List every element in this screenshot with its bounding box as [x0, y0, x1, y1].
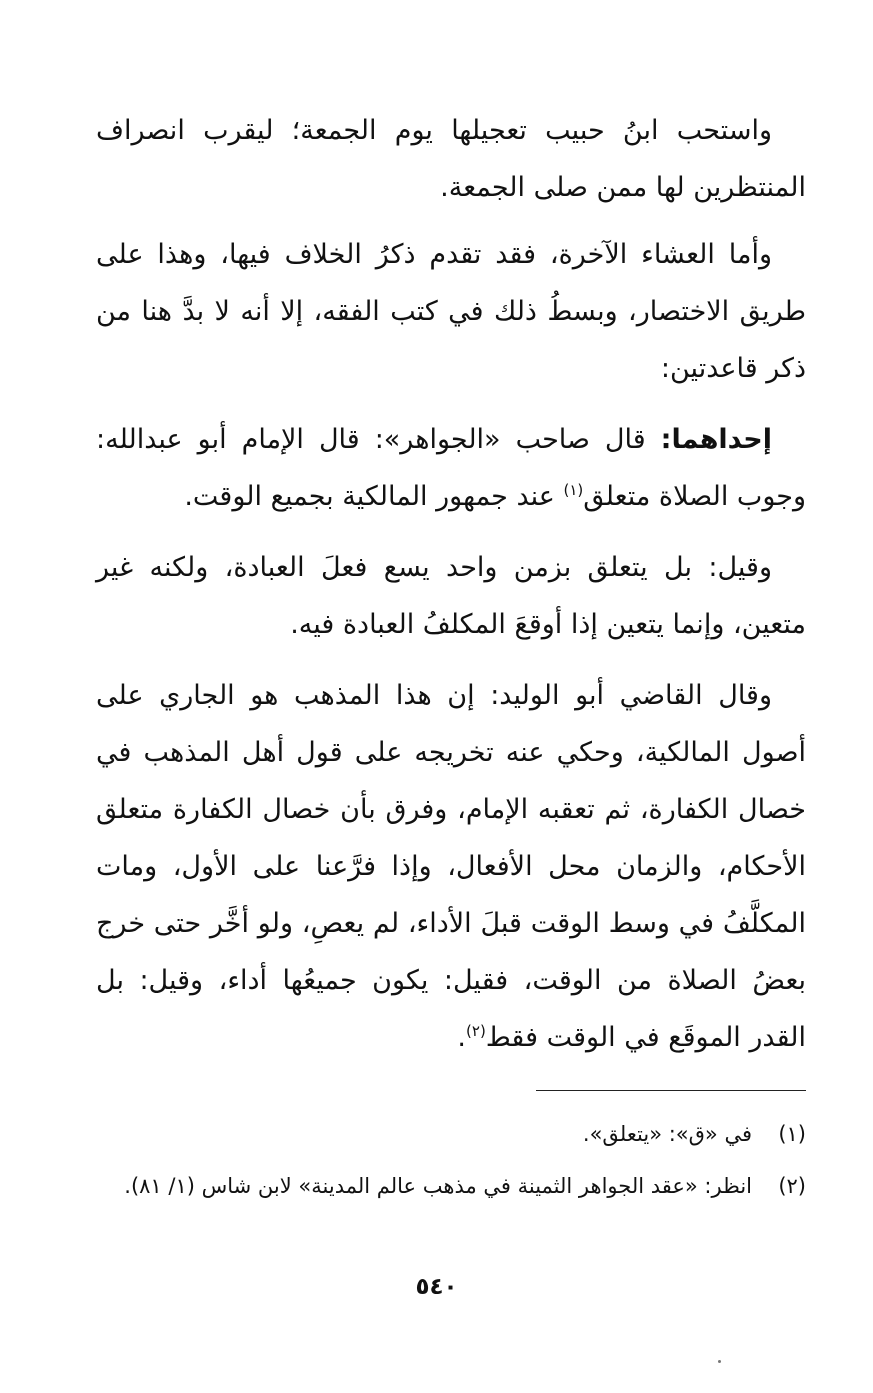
paragraph-3	[96, 411, 806, 525]
paragraph-text: وقيل: بل يتعلق بزمن واحد يسع فعلَ العبادة، ولكنه غير متعين، وإنما يتعين إذا أوقعَ المكلفُ العبادة فيه.	[96, 552, 806, 640]
footnote-number: (٢)	[778, 1174, 806, 1198]
paragraph-text: واستحب ابنُ حبيب تعجيلها يوم الجمعة؛ ليقرب انصراف المنتظرين لها ممن صلى الجمعة.	[96, 115, 806, 203]
footnote-text: انظر: «عقد الجواهر الثمينة في مذهب عالم المدينة» لابن شاس (١/ ٨١).	[124, 1174, 752, 1198]
paragraph-lead-word: إحداهما:	[660, 424, 772, 455]
paragraph-text: وقال القاضي أبو الوليد: إن هذا المذهب هو الجاري على أصول المالكية، وحكي عنه تخريجه على قول أهل المذهب في خصال الكفارة، ثم تعقبه الإمام، وفرق بأن خصال الكفارة متعلق الأحكام، والزمان محل الأفعال، وإذا فرَّعنا على الأول، ومات المكلَّفُ في وسط الوقت قبلَ الأداء، لم يعصِ، ولو أخَّر حتى خرج بعضُ الصلاة من الوقت، فقيل: يكون جميعُها أداء، وقيل: بل القدر الموقَع في الوقت فقط	[96, 680, 806, 1053]
page-number: ٥٤٠	[415, 1274, 458, 1300]
paragraph-text-tail: .	[457, 1022, 467, 1053]
footnote-number: (١)	[778, 1122, 806, 1146]
footnote-text: في «ق»: «يتعلق».	[582, 1122, 752, 1146]
paragraph-4	[96, 539, 806, 653]
footnote-ref-2[interactable]: (٢)	[466, 1022, 486, 1040]
footnotes	[96, 1110, 806, 1214]
paragraph-2	[96, 226, 806, 397]
footnote-ref-1[interactable]: (١)	[563, 481, 584, 499]
paragraph-text-tail: عند جمهور المالكية بجميع الوقت.	[184, 481, 564, 512]
main-text	[96, 102, 806, 1080]
paragraph-text: قال صاحب «الجواهر»: قال الإمام أبو عبدالله: وجوب الصلاة متعلق	[96, 424, 806, 512]
paragraph-text: وأما العشاء الآخرة، فقد تقدم ذكرُ الخلاف فيها، وهذا على طريق الاختصار، وبسطُ ذلك في كتب الفقه، إلا أنه لا بدَّ هنا من ذكر قاعدتين:	[96, 239, 806, 384]
footnote-separator	[536, 1090, 806, 1091]
footnote-2	[96, 1162, 806, 1210]
scan-speck	[718, 1360, 721, 1363]
paragraph-1	[96, 102, 806, 216]
footnote-1	[96, 1110, 806, 1158]
paragraph-5	[96, 667, 806, 1066]
